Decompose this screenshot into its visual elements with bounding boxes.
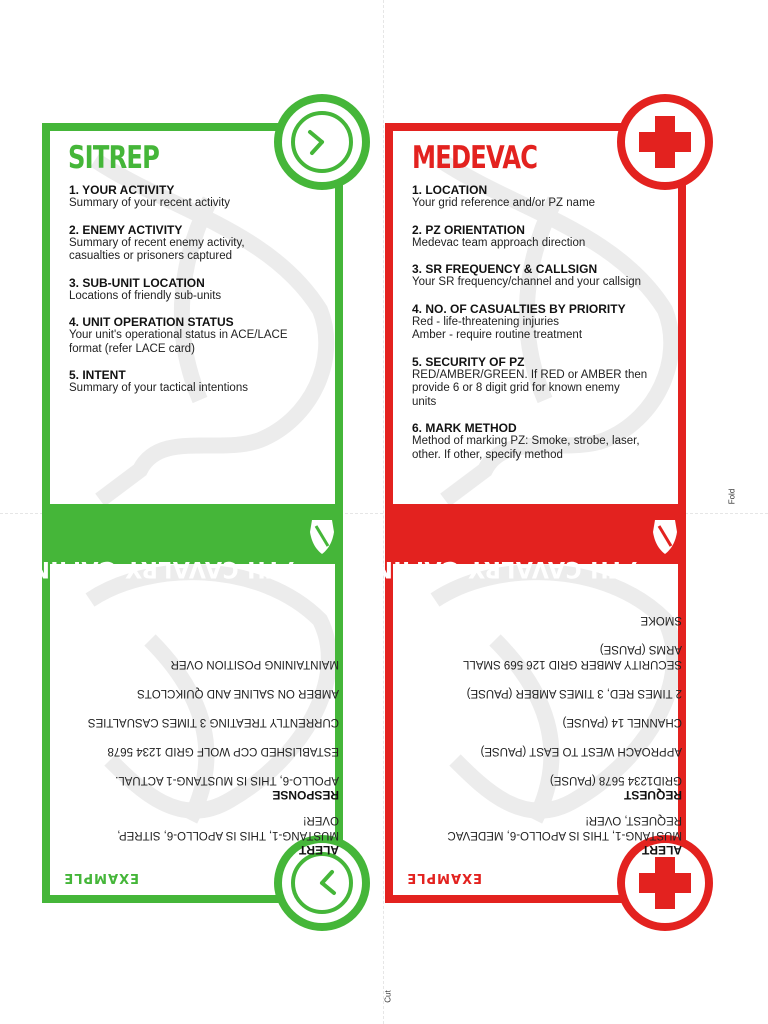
- medevac-item-text: Red - life-threatening injuries: [412, 315, 560, 328]
- medevac-item: [412, 262, 680, 290]
- medevac-item-title: 4. NO. OF CASUALTIES BY PRIORITY: [412, 301, 626, 316]
- medevac-alert-heading: ALERT: [642, 843, 682, 857]
- medevac-item-title: 5. SECURITY OF PZ: [412, 354, 525, 369]
- medevac-item-title: 2. PZ ORIENTATION: [412, 222, 525, 237]
- sitrep-alert-heading: ALERT: [299, 843, 339, 857]
- sitrep-item-text: Summary of recent enemy activity,: [69, 236, 245, 249]
- sitrep-item-text: Your unit's operational status in ACE/LACE: [69, 329, 288, 341]
- medevac-example-label: EXAMPLE: [406, 870, 482, 885]
- sitrep-script-line: MAINTAINING POSITION OVER: [170, 658, 339, 670]
- medevac-script-line: REQUEST, OVER!: [585, 814, 682, 826]
- sitrep-item: [69, 368, 337, 396]
- sitrep-item-list: [69, 183, 337, 408]
- sitrep-item-title: 1. YOUR ACTIVITY: [69, 183, 175, 197]
- medevac-script-line: CHANNEL 14 (PAUSE): [562, 716, 682, 728]
- medevac-item-title: 1. LOCATION: [412, 183, 488, 197]
- medevac-item-text: units: [412, 395, 437, 408]
- sitrep-item: [69, 276, 337, 304]
- medevac-item: [412, 183, 680, 211]
- medevac-script-line: GRID1234 5678 (PAUSE): [549, 774, 682, 786]
- medevac-item-text: RED/AMBER/GREEN. If RED or AMBER then: [412, 368, 648, 381]
- sitrep-item-text: casualties or prisoners captured: [69, 250, 232, 262]
- medevac-banner-text: 7TH CAVALRY GAMING: [355, 556, 640, 581]
- medevac-item-text: Your SR frequency/channel and your callsign: [412, 276, 642, 288]
- fold-label: Fold: [727, 488, 737, 505]
- medevac-script-line: SMOKE: [640, 614, 682, 626]
- sitrep-script-line: MUSTANG-1, THIS IS APOLLO-6, SITREP,: [117, 829, 339, 841]
- medevac-example-script: [407, 602, 682, 857]
- sitrep-item-text: Locations of friendly sub-units: [69, 289, 222, 302]
- sitrep-item: [69, 223, 337, 264]
- medevac-item: [412, 223, 680, 251]
- medevac-item: [412, 302, 680, 343]
- medevac-script-line: 2 TIMES RED, 3 TIMES AMBER (PAUSE): [466, 687, 682, 699]
- sitrep-script-line: ESTABLISHED CCP WOLF GRID 1234 5678: [107, 745, 339, 757]
- sitrep-script-line: CURRENTLY TREATING 3 TIMES CASUALTIES: [87, 716, 339, 728]
- medevac-item-text: Method of marking PZ: Smoke, strobe, laser,: [412, 435, 640, 447]
- medevac-script-line: MUSTANG-1, THIS IS APOLLO-6, MEDEVAC: [447, 829, 682, 841]
- medevac-item-list: [412, 183, 680, 474]
- sitrep-script-line: AMBER ON SALINE AND QUIKCLOTS: [137, 687, 339, 699]
- sitrep-example-label: EXAMPLE: [63, 870, 139, 885]
- medevac-item-text: Medevac team approach direction: [412, 236, 586, 249]
- medevac-title: MEDEVAC: [412, 140, 538, 176]
- medevac-request-block: [407, 612, 682, 802]
- sitrep-example-script: [64, 646, 339, 857]
- sitrep-item-text: format (refer LACE card): [69, 342, 195, 355]
- medevac-script-line: APPROACH WEST TO EAST (PAUSE): [480, 745, 682, 757]
- sitrep-item-title: 3. SUB-UNIT LOCATION: [69, 275, 205, 290]
- sitrep-item-text: Summary of your tactical intentions: [69, 382, 248, 394]
- medevac-item-text: provide 6 or 8 digit grid for known enemy: [412, 382, 620, 394]
- medevac-request-heading: REQUEST: [623, 788, 682, 802]
- sitrep-item: [69, 183, 337, 211]
- medevac-item-text: Your grid reference and/or PZ name: [412, 197, 596, 209]
- medevac-item: [412, 421, 680, 462]
- sitrep-title: SITREP: [68, 140, 160, 176]
- medevac-back-half: [355, 504, 682, 899]
- sitrep-item-title: 2. ENEMY ACTIVITY: [69, 222, 183, 237]
- sitrep-item-title: 4. UNIT OPERATION STATUS: [69, 315, 234, 329]
- sitrep-item-title: 5. INTENT: [69, 368, 126, 382]
- medevac-script-line: ARMS (PAUSE): [599, 643, 682, 655]
- sitrep-script-line: APOLLO-6, THIS IS MUSTANG-1 ACTUAL.: [115, 774, 339, 786]
- medevac-item-text: Amber - require routine treatment: [412, 329, 583, 341]
- medevac-alert-block: [407, 812, 682, 857]
- medevac-script-line: SECURITY AMBER GRID 126 569 SMALL: [462, 658, 682, 670]
- medevac-red-cross-icon: [636, 113, 694, 171]
- sitrep-back-half: [12, 504, 339, 899]
- sitrep-item: [69, 315, 337, 356]
- sitrep-response-heading: RESPONSE: [272, 788, 339, 802]
- cut-label: Cut: [383, 990, 393, 1003]
- medevac-item-title: 3. SR FREQUENCY & CALLSIGN: [412, 262, 598, 276]
- sitrep-alert-block: [64, 812, 339, 857]
- sitrep-banner-text: 7TH CAVALRY GAMING: [12, 556, 297, 581]
- medevac-item-title: 6. MARK METHOD: [412, 421, 517, 435]
- sitrep-script-line: OVER!: [303, 814, 339, 826]
- sitrep-clock-icon: [293, 113, 351, 171]
- sitrep-item-text: Summary of your recent activity: [69, 197, 231, 209]
- medevac-item-text: other. If other, specify method: [412, 448, 563, 461]
- sitrep-response-block: [64, 656, 339, 802]
- medevac-item: [412, 355, 680, 410]
